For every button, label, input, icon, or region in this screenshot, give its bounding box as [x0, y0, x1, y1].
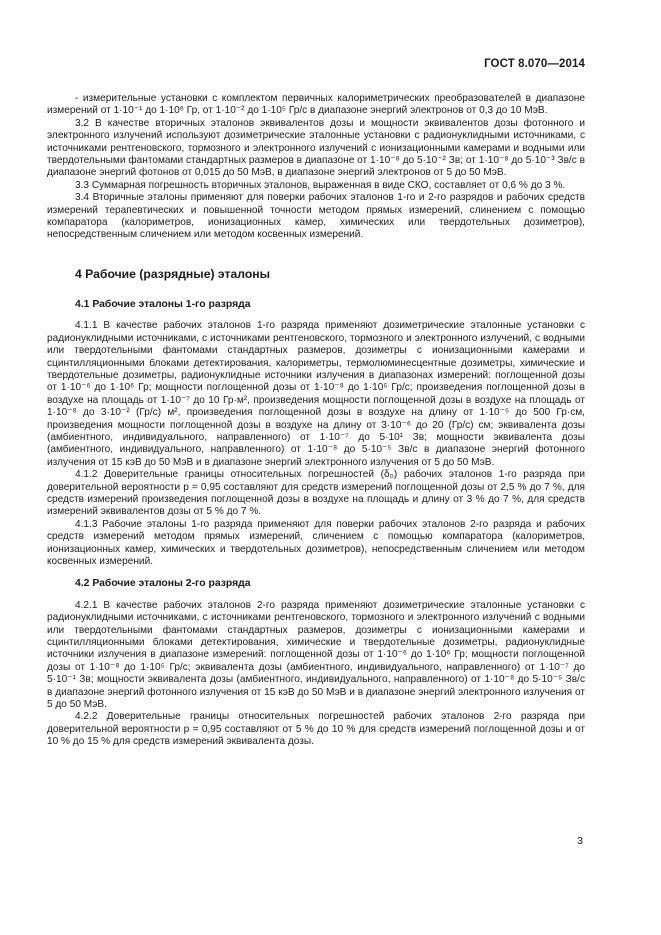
paragraph-4-1-1: 4.1.1 В качестве рабочих эталонов 1-го разряда применяют дозиметрические эталонные установки с радионуклидными источниками, с источниками рентгеновского, тормозного и электронного излучений, с водными или твердотельными фантомами стандартных размеров, дозиметры с ионизационными камерами и сцинтилляционными блоками детектирования, калориметры, термолюминесцентные дозиметры, химические и твердотельные дозиметры, радионуклидные источники излучения в диапазонах измерений: поглощенной дозы от 1·10⁻⁶ до 1·10⁶ Гр; мощности поглощенной дозы от 1·10⁻⁸ до 1·10⁵ Гр/с; произведения поглощенной дозы в воздухе на площадь от 1·10⁻⁷ до 10 Гр·м², произведения мощности поглощенной дозы в воздухе на площадь от 1·10⁻⁸ до 3·10⁻² (Гр/с) м², произведения поглощенной дозы в воздухе на длину от 1·10⁻⁵ до 500 Гр·см, произведения мощности поглощенной дозы в воздухе на длину от 3·10⁻⁶ до 20 (Гр/с) см; эквивалента дозы (амбиентного, индивидуального, направленного) от 1·10⁻⁷ до 5·10¹ Зв; мощности эквивалента дозы (амбиентного, индивидуального, направленного) от 1·10⁻⁸ до 5·10⁻⁵ Зв/с в диапазоне энергий фотонного излучения от 15 кэВ до 50 МэВ и в диапазоне энергий электронного излучения от 5 до 50 МэВ.: [47, 320, 585, 468]
paragraph-3-3: 3.3 Суммарная погрешность вторичных эталонов, выраженная в виде СКО, составляет от 0,6 % до 3 %.: [75, 179, 566, 191]
document-body: [47, 93, 585, 749]
paragraph-3-2: 3.2 В качестве вторичных эталонов эквивалентов дозы и мощности эквивалентов дозы фотонного и электронного излучений используют дозиметрические эталонные установки с радионуклидными источниками, с источниками рентгеновского, тормозного и электронного излучений с ионизационными камерами и водными или твердотельными фантомами стандартных размеров в диапазоне от 1·10⁻⁸ до 5·10⁻² Зв; от 1·10⁻⁸ до 5·10⁻³ Зв/с в диапазоне энергий фотонов от 0,015 до 50 МэВ, в диапазоне энергий электронов от 5 до 50 МэВ.: [47, 117, 585, 179]
subsection-4-1-heading: 4.1 Рабочие эталоны 1-го разряда: [75, 298, 251, 310]
paragraph-3-4: 3.4 Вторичные эталоны применяют для поверки рабочих эталонов 1-го и 2-го разрядов и рабочих средств измерений терапевтических и повышенной точности методом прямых измерений, слинением с помощью компаратора (калориметров, ионизационных камер, химических или твердотельных дозиметров), непосредственным сличением или методом косвенных измерений.: [47, 192, 585, 241]
spacer: [47, 242, 585, 250]
page-number: 3: [577, 835, 583, 847]
section-4-heading: 4 Рабочие (разрядные) эталоны: [75, 266, 271, 281]
subsection-4-2-heading: 4.2 Рабочие эталоны 2-го разряда: [75, 578, 251, 590]
paragraph-measuring-installations: - измерительные установки с комплектом первичных калориметрических преобразователей в диапазоне измерений от 1·10⁻¹ до 1·10⁶ Гр, от 1·10⁻² до 1·10⁵ Гр/с в диапазоне энергий электронов от 0,3 до 10 МэВ.: [47, 93, 585, 117]
document-code-header: ГОСТ 8.070—2014: [484, 58, 585, 70]
paragraph-4-1-3: 4.1.3 Рабочие эталоны 1-го разряда применяют для поверки рабочих эталонов 2-го разряда и рабочих средств измерений методом прямых измерений, сличением с помощью компаратора (калориметров, ионизационных камер, химических и твердотельных дозиметров), непосредственным сличением или методом косвенных измерений.: [47, 518, 585, 567]
paragraph-4-2-1: 4.2.1 В качестве рабочих эталонов 2-го разряда применяют дозиметрические эталонные установки с радионуклидными источниками, с источниками рентгеновского, тормозного и электронного излучений с водными или твердотельными фантомами стандартных размеров, дозиметры с ионизационными камерами и сцинтилляционными блоками детектирования, химические и твердотельные дозиметры, радионуклидные источники излучения в диапазоне измерений: поглощенной дозы от 1·10⁻⁶ до 1·10⁶ Гр; мощности поглощенной дозы от 1·10⁻⁸ до 1·10⁵ Гр/с; эквивалента дозы (амбиентного, индивидуального, направленного) от 1·10⁻⁷ до 5·10⁻¹ Зв; мощности эквивалента дозы (амбиентного, индивидуального, направленного) от 1·10⁻⁸ до 5·10⁻⁵ Зв/с в диапазоне энергий фотонного излучения от 15 кэВ до 50 МэВ и в диапазоне энергий электронного излучения от 5 до 50 МэВ.: [47, 599, 585, 711]
paragraph-4-2-2: 4.2.2 Доверительные границы относительных погрешностей рабочих эталонов 2-го разряда при доверительной вероятности р = 0,95 составляют от 5 % до 10 % для средств измерений поглощенной дозы и от 10 % до 15 % для средств измерений эквивалента дозы.: [47, 711, 585, 748]
paragraph-4-1-2: 4.1.2 Доверительные границы относительных погрешностей (δ₀) рабочих эталонов 1-го разряда при доверительной вероятности р = 0,95 составляют для средств измерений поглощенной дозы от 2,5 % до 7 %, для средств измерений произведения поглощенной дозы в воздухе на площадь и длину от 3 % до 7 %, для средств измерений эквивалентов дозы от 5 % до 7 %.: [47, 469, 585, 518]
